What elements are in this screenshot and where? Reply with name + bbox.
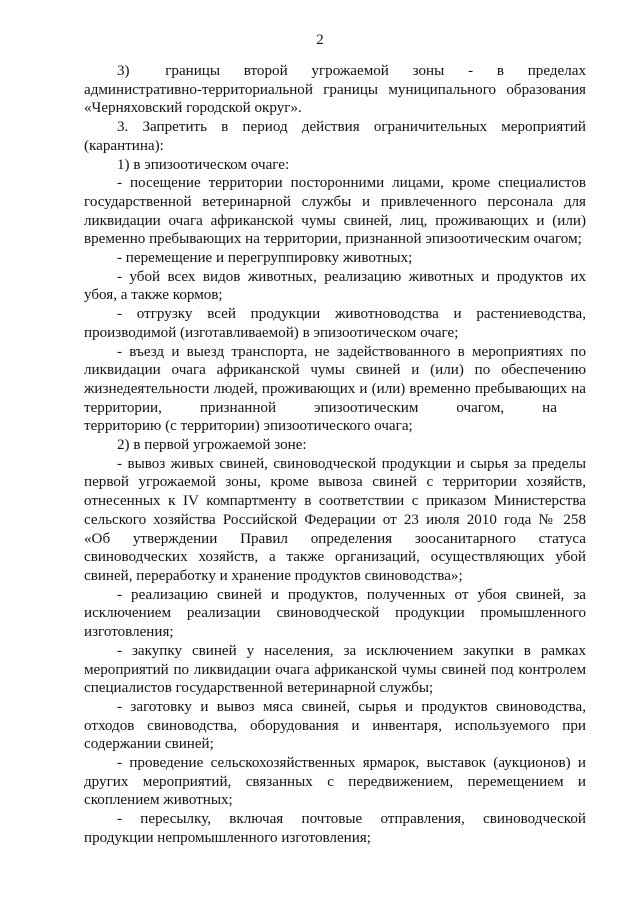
paragraph-procurement-meat: - заготовку и вывоз мяса свиней, сырья и продуктов свиноводства, отходов свиноводства, оборудования и инвентаря, используемого при содержании свиней; [84,698,586,753]
paragraph-fairs-exhibitions: - проведение сельскохозяйственных ярмарок, выставок (аукционов) и других мероприятий, связанных с передвижением, перемещением и скоплением животных; [84,755,586,809]
paragraph-sale-pigs: - реализацию свиней и продуктов, полученных от убоя свиней, за исключением реализации свиноводческой продукции промышленного изготовления; [84,586,586,641]
paragraph-epizootic-focus-heading: 1) в эпизоотическом очаге: [117,156,290,173]
paragraph-slaughter: - убой всех видов животных, реализацию животных и продуктов их убоя, а также кормов; [84,268,586,304]
paragraph-visiting-territory: - посещение территории посторонними лицами, кроме специалистов государственной ветеринарной службы и привлеченного персонала для ликвидации очага африканской чумы свиней, лиц, проживающих и (или) временно пребывающих на территории, признанной эпизоотическим очагом; [84,175,586,248]
paragraph-shipment: - отгрузку всей продукции животноводства и растениеводства, производимой (изготавливаемой) в эпизоотическом очаге; [84,306,586,341]
document-body [84,62,586,848]
paragraph-moving-animals: - перемещение и перегруппировку животных; [117,250,413,267]
paragraph-first-zone-heading: 2) в первой угрожаемой зоне: [117,437,307,454]
paragraph-prohibition-intro: 3. Запретить в период действия ограничительных мероприятий (карантина): [84,119,586,154]
page-number: 2 [316,32,324,48]
paragraph-postal-shipment: - пересылку, включая почтовые отправления, свиноводческой продукции непромышленного изготовления; [84,811,586,846]
paragraph-export-pigs: - вывоз живых свиней, свиноводческой продукции и сырья за пределы первой угрожаемой зоны, кроме вывоза свиней с территории хозяйств, отнесенных к IV компартменту в соответствии с приказом Министерства сельского хозяйства Российской Федерации от 23 июля 2010 года № 258 «Об утверждении Правил определения зоосанитарного статуса свиноводческих хозяйств, а также организаций, осуществляющих убой свиней, переработку и хранение продуктов свиноводства»; [84,455,586,584]
paragraph-purchase-pigs: - закупку свиней у населения, за исключением закупки в рамках мероприятий по ликвидации очага африканской чумы свиней под контролем специалистов государственной ветеринарной службы; [84,642,586,697]
paragraph-transport: - въезд и выезд транспорта, не задействованного в мероприятиях по ликвидации очага африканской чумы свиней и (или) по обеспечению жизнедеятельности людей, проживающих и (или) временно пребывающих на территории, признанной эпизоотическим очагом, на территорию (с территории) эпизоотического очага; [84,343,586,435]
paragraph-second-zone-boundaries: 3) границы второй угрожаемой зоны - в пределах административно-территориальной границы муниципального образования «Черняховский городской округ». [84,63,586,117]
